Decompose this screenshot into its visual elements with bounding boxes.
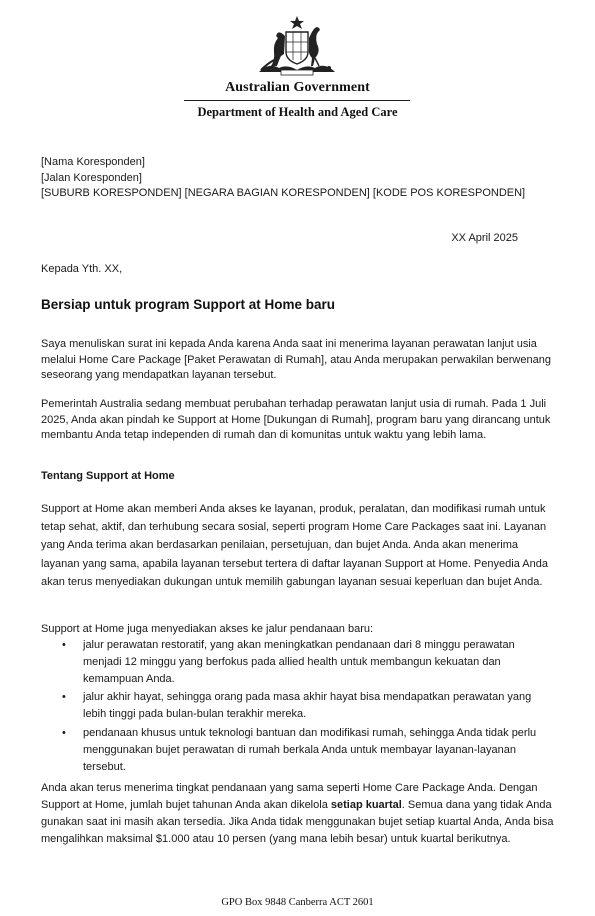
letter-date: XX April 2025 [451, 232, 518, 244]
funding-text-bold: setiap kuartal [330, 799, 402, 811]
paragraph-intro: Saya menuliskan surat ini kepada Anda karena Anda saat ini menerima layanan perawatan lanjut usia melalui Home Care Package [Paket Perawatan di Rumah], atau Anda merupakan perwakilan berwenang seseorang yang mendapatkan layanan tersebut. [41, 338, 551, 381]
recipient-address [41, 155, 556, 202]
address-line-2: [Jalan Koresponden] [41, 171, 142, 184]
paragraph-funding [41, 780, 556, 848]
department-name: Department of Health and Aged Care [197, 105, 398, 119]
list-item-text: jalur perawatan restoratif, yang akan meningkatkan pendanaan dari 8 minggu perawatan menjadi 12 minggu yang berfokus pada allied health untuk membangun kekuatan dan kemampuan Anda. [83, 639, 515, 685]
funding-text-a: Anda akan terus menerima tingkat pendanaan yang sama seperti Home Care Package Anda. Dengan Support at Home, jumlah bujet tahunan Anda akan dikelola [41, 782, 538, 811]
bullet-icon: • [62, 639, 66, 651]
paragraph-pathways-intro: Support at Home juga menyediakan akses ke jalur pendanaan baru: [41, 623, 374, 635]
list-item-text: pendanaan khusus untuk teknologi bantuan dan modifikasi rumah, sehingga Anda tidak perlu menggunakan bujet perawatan di rumah berkala Anda untuk membayar layanan-layanan tersebut. [83, 726, 537, 773]
footer-address: GPO Box 9848 Canberra ACT 2601 [221, 897, 374, 908]
list-item [41, 725, 556, 775]
government-name: Australian Government [225, 80, 370, 95]
header-divider [184, 100, 410, 101]
australian-coat-of-arms-icon [255, 14, 339, 76]
list-item [41, 689, 556, 723]
letter-heading: Bersiap untuk program Support at Home baru [41, 297, 336, 312]
bullet-icon: • [62, 726, 66, 739]
funding-pathways-list [41, 637, 556, 777]
address-line-3: [SUBURB KORESPONDEN] [NEGARA BAGIAN KORESPONDEN] [KODE POS KORESPONDEN] [41, 187, 526, 199]
salutation: Kepada Yth. XX, [41, 263, 123, 275]
address-line-1: [Nama Koresponden] [41, 156, 145, 168]
funding-text-b: . Semua dana yang tidak Anda gunakan saat ini masih akan tersedia. Jika Anda tidak menggunakan bujet setiap kuartal Anda, Anda bisa mengalihkan maksimal $1.000 atau 10 persen (yang mana lebih besar) untuk kuartal berikutnya. [41, 799, 554, 845]
list-item-text: jalur akhir hayat, sehingga orang pada masa akhir hayat bisa mendapatkan perawatan yang lebih tinggi pada bulan-bulan terakhir mereka. [83, 691, 532, 721]
section-subheading: Tentang Support at Home [41, 470, 175, 482]
bullet-icon: • [62, 691, 66, 704]
list-item [41, 637, 556, 687]
paragraph-changes: Pemerintah Australia sedang membuat perubahan terhadap perawatan lanjut usia di rumah. Pada 1 Juli 2025, Anda akan pindah ke Support at Home [Dukungan di Rumah], program baru yang dirancang untuk membantu Anda tetap independen di rumah dan di komunitas untuk waktu yang lebih lama. [41, 398, 551, 441]
paragraph-about: Support at Home akan memberi Anda akses ke layanan, produk, peralatan, dan modifikasi rumah untuk tetap sehat, aktif, dan terhubung secara sosial, seperti program Home Care Packages saat ini. Layanan yang Anda terima akan berdasarkan penilaian, persetujuan, dan bujet Anda. Anda akan menerima layanan yang sama, apabila layanan tersebut tertera di daftar layanan Support at Home. Penyedia Anda akan terus menyediakan dukungan untuk memilih gabungan layanan sesuai keperluan dan bujet Anda. [41, 503, 548, 588]
